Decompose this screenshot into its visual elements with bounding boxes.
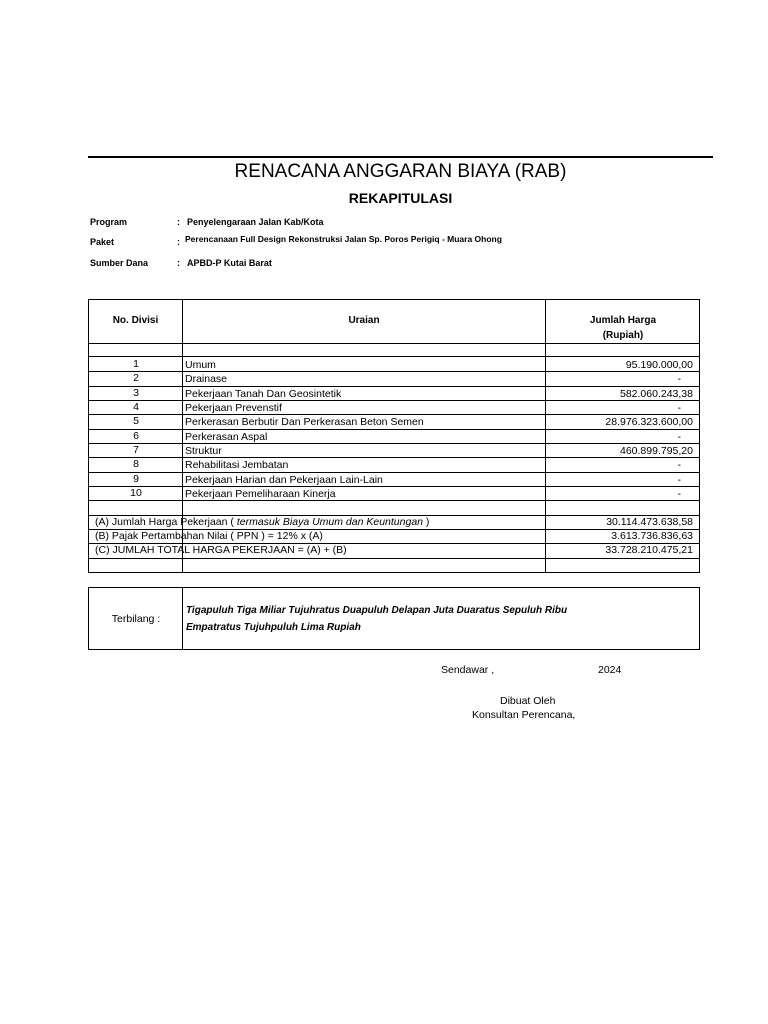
document-title: RENACANA ANGGARAN BIAYA (RAB) bbox=[234, 161, 567, 182]
row-divider bbox=[89, 558, 699, 559]
info-colon: : bbox=[177, 237, 180, 247]
row-uraian: Drainase bbox=[185, 373, 228, 385]
info-colon: : bbox=[177, 217, 180, 227]
terbilang-label: Terbilang : bbox=[111, 613, 161, 625]
info-colon: : bbox=[177, 258, 180, 268]
row-no: 4 bbox=[133, 401, 139, 413]
row-uraian: Pekerjaan Tanah Dan Geosintetik bbox=[185, 388, 342, 400]
info-value: Penyelengaraan Jalan Kab/Kota bbox=[187, 217, 324, 227]
row-jumlah: 28.976.323.600,00 bbox=[605, 416, 693, 428]
info-value: APBD-P Kutai Barat bbox=[187, 258, 272, 268]
terbilang-box bbox=[88, 587, 700, 650]
row-uraian: Perkerasan Berbutir Dan Perkerasan Beton Semen bbox=[185, 416, 424, 428]
summary-c-label: (C) JUMLAH TOTAL HARGA PEKERJAAN = (A) + (B) bbox=[95, 544, 347, 556]
row-no: 3 bbox=[133, 387, 139, 399]
row-divider bbox=[89, 500, 699, 501]
row-no: 8 bbox=[133, 458, 139, 470]
row-jumlah: 582.060.243,38 bbox=[620, 388, 693, 400]
signature-year: 2024 bbox=[598, 664, 622, 676]
row-uraian: Pekerjaan Prevenstif bbox=[185, 402, 282, 414]
row-no: 7 bbox=[133, 444, 139, 456]
rab-table bbox=[88, 299, 700, 573]
row-no: 1 bbox=[133, 358, 139, 370]
document-subtitle: REKAPITULASI bbox=[348, 190, 453, 206]
summary-a-value: 30.114.473.638,58 bbox=[606, 516, 693, 528]
row-no: 5 bbox=[133, 415, 139, 427]
summary-b-label: (B) Pajak Pertambahan Nilai ( PPN ) = 12% x (A) bbox=[95, 530, 323, 542]
row-jumlah: - bbox=[677, 488, 681, 500]
terbilang-text bbox=[186, 602, 686, 636]
info-label: Sumber Dana bbox=[90, 258, 149, 268]
row-no: 10 bbox=[130, 487, 142, 499]
row-uraian: Struktur bbox=[185, 445, 222, 457]
row-jumlah: - bbox=[677, 474, 681, 486]
row-uraian: Pekerjaan Harian dan Pekerjaan Lain-Lain bbox=[185, 474, 383, 486]
header-no-divisi: No. Divisi bbox=[112, 315, 159, 326]
header-rupiah: (Rupiah) bbox=[602, 330, 644, 341]
terbilang-line-1: Tigapuluh Tiga Miliar Tujuhratus Duapuluh Delapan Juta Duaratus Sepuluh Ribu bbox=[186, 605, 568, 616]
row-jumlah: 95.190.000,00 bbox=[625, 359, 693, 371]
row-uraian: Perkerasan Aspal bbox=[185, 431, 268, 443]
signature-made-by: Dibuat Oleh bbox=[500, 695, 556, 707]
info-label: Program bbox=[90, 217, 128, 227]
summary-b-value: 3.613.736.836,63 bbox=[611, 530, 693, 542]
summary-c-value: 33.728.210.475,21 bbox=[605, 544, 693, 556]
header-rule bbox=[88, 156, 713, 158]
summary-a-label bbox=[95, 515, 429, 529]
row-jumlah: - bbox=[677, 459, 681, 471]
row-uraian: Rehabilitasi Jembatan bbox=[185, 459, 289, 471]
row-no: 2 bbox=[133, 372, 139, 384]
info-label: Paket bbox=[90, 237, 115, 247]
info-value: Perencanaan Full Design Rekonstruksi Jalan Sp. Poros Perigiq - Muara Ohong bbox=[185, 234, 502, 244]
header-uraian: Uraian bbox=[348, 315, 380, 326]
row-jumlah: - bbox=[677, 373, 681, 385]
row-jumlah: - bbox=[677, 431, 681, 443]
row-uraian: Pekerjaan Pemeliharaan Kinerja bbox=[185, 488, 336, 500]
summary-a-italic: termasuk Biaya Umum dan Keuntungan bbox=[236, 516, 423, 528]
row-no: 6 bbox=[133, 430, 139, 442]
row-divider bbox=[89, 343, 699, 344]
row-uraian: Umum bbox=[185, 359, 216, 371]
summary-a-suffix: ) bbox=[423, 516, 430, 528]
terbilang-line-2: Empatratus Tujuhpuluh Lima Rupiah bbox=[186, 622, 361, 633]
signature-place: Sendawar , bbox=[441, 664, 495, 676]
header-jumlah-harga: Jumlah Harga bbox=[589, 315, 657, 326]
row-jumlah: - bbox=[677, 402, 681, 414]
row-jumlah: 460.899.795,20 bbox=[620, 445, 693, 457]
row-no: 9 bbox=[133, 473, 139, 485]
signature-role: Konsultan Perencana, bbox=[472, 709, 576, 721]
summary-a-prefix: (A) Jumlah Harga Pekerjaan ( bbox=[95, 516, 237, 528]
